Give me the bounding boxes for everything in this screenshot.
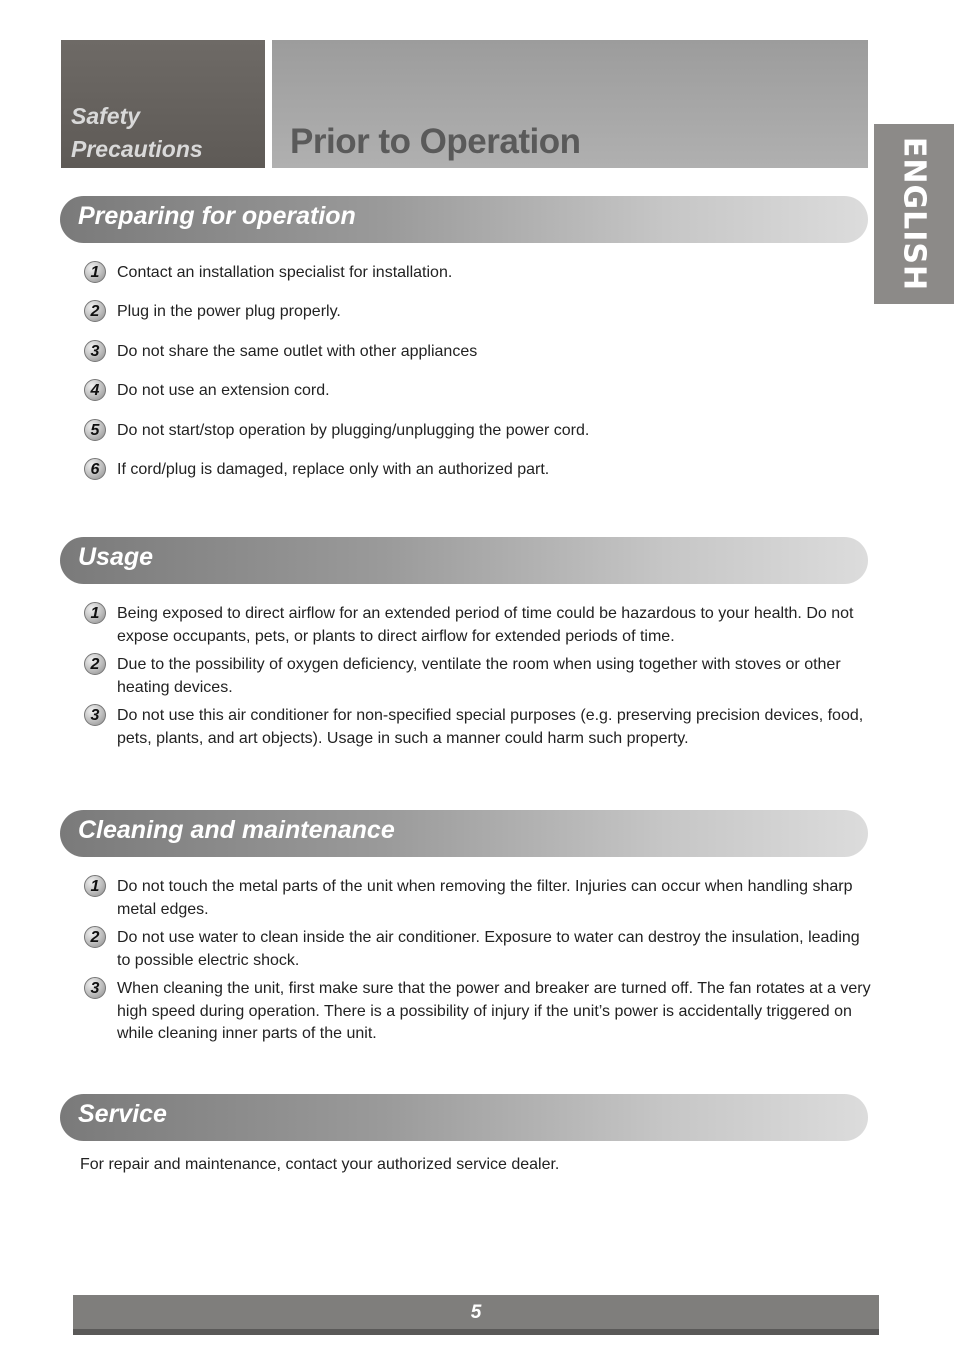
number-badge: 1 — [84, 602, 106, 624]
list-item-text: Do not use this air conditioner for non-specified special purposes (e.g. preserving precision devices, food, pets, plants, and art objects). Usage in such a manner could harm such property. — [117, 707, 864, 747]
section-preparing-title: Preparing for operation — [78, 202, 356, 230]
section-preparing-header — [60, 196, 868, 243]
list-item-text: Do not use water to clean inside the air conditioner. Exposure to water can destroy the insulation, leading to possible electric shock. — [117, 929, 860, 969]
header-category — [71, 100, 203, 166]
footer-bar — [73, 1295, 879, 1335]
list-item-text: Do not start/stop operation by plugging/unplugging the power cord. — [117, 422, 590, 439]
number-badge: 4 — [84, 379, 106, 401]
number-badge: 1 — [84, 261, 106, 283]
section-cleaning-header — [60, 810, 868, 857]
number-badge: 1 — [84, 875, 106, 897]
number-badge: 3 — [84, 704, 106, 726]
list-item-text: When cleaning the unit, first make sure that the power and breaker are turned off. The fan rotates at a very high speed during operation. There is a possibility of injury if the unit’s power is accidentally triggered on while cleaning inner parts of the unit. — [117, 980, 871, 1042]
list-item-text: Do not share the same outlet with other appliances — [117, 343, 478, 360]
page-title: Prior to Operation — [290, 122, 581, 161]
number-badge: 2 — [84, 926, 106, 948]
header-title-block — [272, 40, 868, 168]
list-item-text: Due to the possibility of oxygen deficiency, ventilate the room when using together with stoves or other heating devices. — [117, 656, 841, 696]
page-number: 5 — [470, 1302, 482, 1323]
number-badge: 5 — [84, 419, 106, 441]
header-category-block — [61, 40, 265, 168]
language-tab-label: ENGLISH — [896, 136, 932, 292]
section-usage-title: Usage — [78, 543, 154, 571]
section-service-title: Service — [78, 1100, 167, 1128]
service-text: For repair and maintenance, contact your authorized service dealer. — [80, 1156, 560, 1173]
section-service-header — [60, 1094, 868, 1141]
number-badge: 2 — [84, 653, 106, 675]
number-badge: 3 — [84, 977, 106, 999]
header-category-line1: Safety — [71, 103, 141, 129]
number-badge: 2 — [84, 300, 106, 322]
section-cleaning-title: Cleaning and maintenance — [78, 816, 395, 844]
list-item-text: Contact an installation specialist for installation. — [117, 264, 453, 281]
list-item-text: Do not touch the metal parts of the unit when removing the filter. Injuries can occur when handling sharp metal edges. — [117, 878, 853, 918]
number-badge: 6 — [84, 458, 106, 480]
language-tab — [874, 124, 954, 304]
list-item-text: If cord/plug is damaged, replace only with an authorized part. — [117, 461, 550, 478]
number-badge: 3 — [84, 340, 106, 362]
list-item-text: Being exposed to direct airflow for an extended period of time could be hazardous to your health. Do not expose occupants, pets, or plants to direct airflow for extended periods of time. — [117, 605, 854, 645]
list-item-text: Plug in the power plug properly. — [117, 303, 341, 320]
section-usage-header — [60, 537, 868, 584]
header-category-line2: Precautions — [71, 136, 203, 162]
list-item-text: Do not use an extension cord. — [117, 382, 330, 399]
